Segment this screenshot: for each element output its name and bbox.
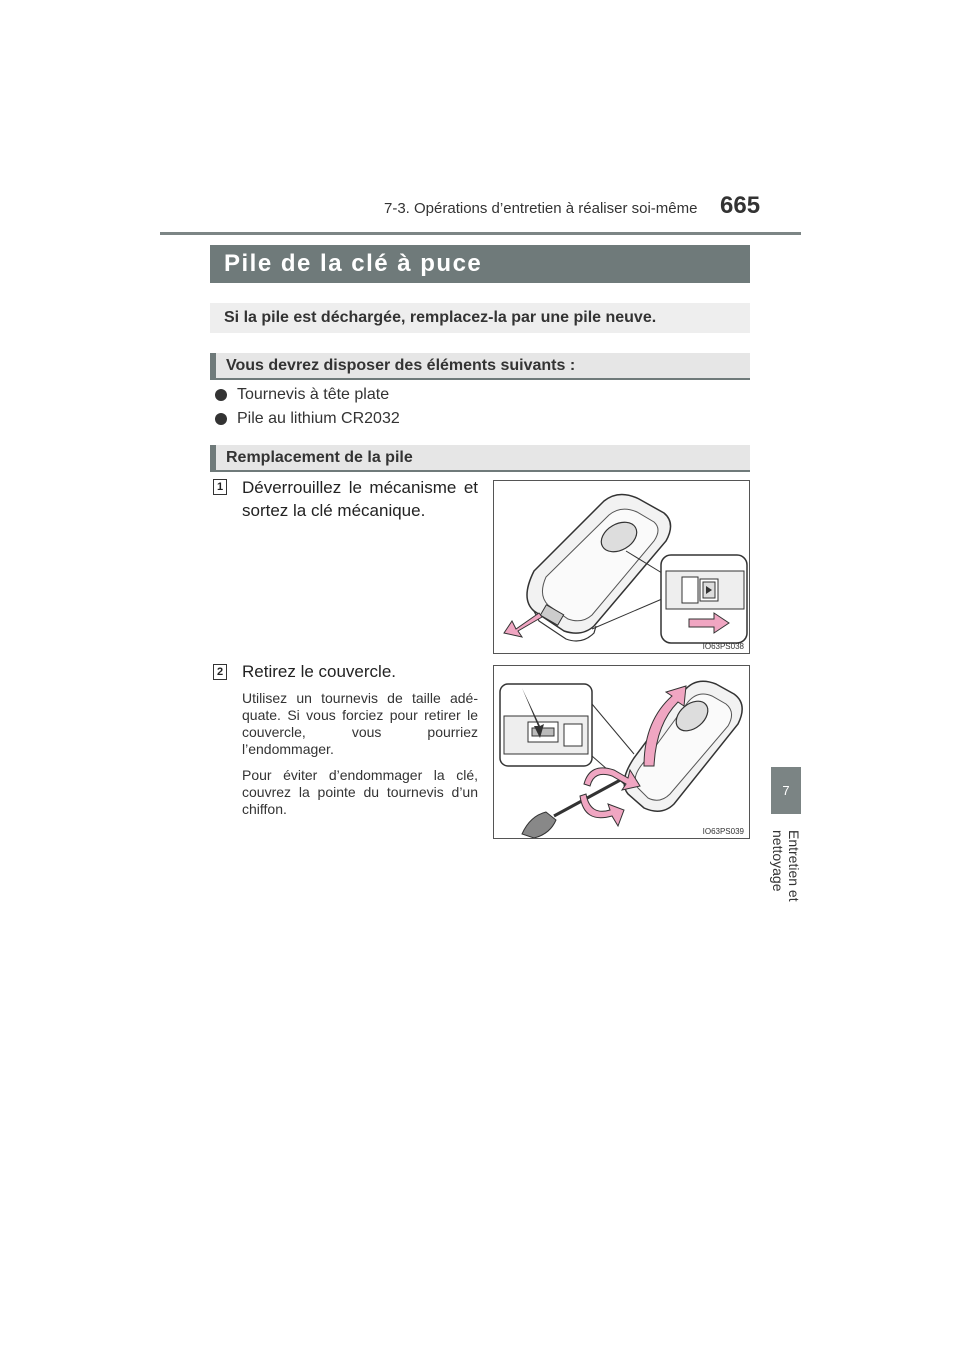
figure-key-unlock (493, 480, 750, 654)
bullet-icon (215, 389, 227, 401)
replacement-heading: Remplacement de la pile (210, 445, 750, 472)
figure-remove-cover (493, 665, 750, 839)
items-heading: Vous devrez disposer des éléments suivants : (210, 353, 750, 380)
list-item-text: Pile au lithium CR2032 (237, 410, 400, 427)
key-unlock-illustration (494, 481, 749, 653)
figure-code: IO63PS039 (702, 827, 744, 836)
header-section-title: 7-3. Opérations d’entretien à réaliser soi-même (384, 200, 698, 217)
page-number: 665 (720, 192, 761, 219)
list-item (215, 410, 400, 428)
detail-inset-icon (500, 684, 592, 766)
step-number-badge: 1 (213, 479, 227, 495)
header-rule (160, 232, 801, 235)
intro-box: Si la pile est déchargée, remplacez-la par une pile neuve. (210, 303, 750, 333)
chapter-tab-label: Entretien et nettoyage (770, 830, 802, 902)
step-text: Déverrouillez le mécanisme et sortez la clé mécanique. (242, 478, 478, 520)
chapter-tab: 7 (771, 767, 801, 814)
page-title: Pile de la clé à puce (210, 245, 750, 283)
step-note: Utilisez un tournevis de taille adéquate. Si vous forciez pour retirer le couvercle, vous pourriez l’endommager. (242, 690, 478, 757)
screwdriver-icon (522, 778, 624, 838)
detail-inset-icon (661, 555, 747, 643)
smart-key-icon (527, 494, 671, 641)
figure-code: IO63PS038 (702, 642, 744, 651)
bullet-icon (215, 413, 227, 425)
list-item-text: Tournevis à tête plate (237, 386, 390, 403)
pull-arrow-icon (504, 613, 542, 637)
step-number-badge: 2 (213, 664, 227, 680)
list-item (215, 386, 389, 404)
step-text: Retirez le couvercle. (242, 662, 397, 681)
remove-cover-illustration (494, 666, 749, 838)
step-note: Pour éviter d’endommager la clé, couvrez la pointe du tournevis d’un chiffon. (242, 767, 478, 817)
